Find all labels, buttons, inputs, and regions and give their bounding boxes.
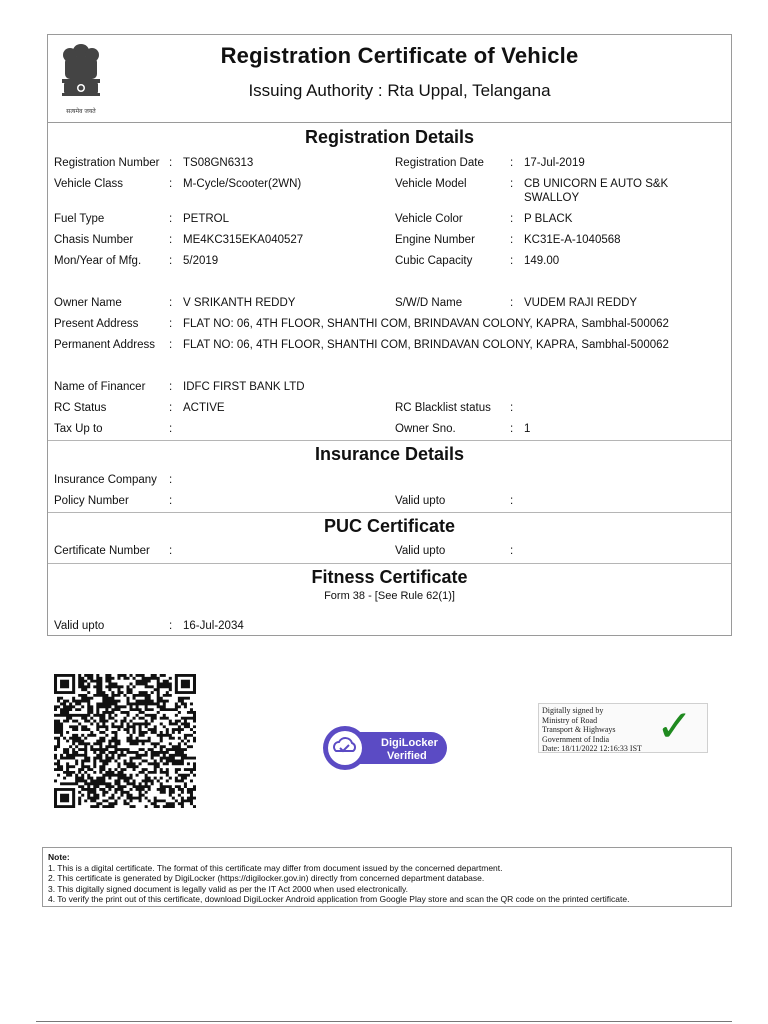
field-label: Vehicle Model [395, 178, 467, 190]
note-item: 1. This is a digital certificate. The format of this certificate may differ from document issued by the concerned department. [48, 862, 503, 873]
signature-date: Date: 18/11/2022 12:16:33 IST [542, 744, 642, 753]
permanent-address-value: FLAT NO: 06, 4TH FLOOR, SHANTHI COM, BRINDAVAN COLONY, KAPRA, Sambhal-500062 [183, 339, 669, 351]
signature-line: Government of India [542, 734, 610, 744]
note-title: Note: [48, 852, 70, 862]
registration-number-value: TS08GN6313 [183, 157, 254, 169]
digilocker-verified-badge [321, 724, 449, 772]
colon: : [169, 381, 173, 393]
financer-value: IDFC FIRST BANK LTD [183, 381, 305, 393]
field-label: Mon/Year of Mfg. [54, 255, 142, 267]
svg-text:सत्यमेव जयते: सत्यमेव जयते [66, 108, 96, 115]
signature-text [542, 706, 642, 754]
field-label: Owner Name [54, 297, 122, 309]
colon: : [169, 620, 173, 632]
signature-line: Ministry of Road [542, 715, 598, 725]
colon: : [169, 474, 173, 486]
fitness-valid-upto-value: 16-Jul-2034 [183, 620, 244, 632]
field-label: Fuel Type [54, 213, 105, 225]
field-label: Name of Financer [54, 381, 146, 393]
svg-text:Verified: Verified [387, 750, 427, 762]
field-label: RC Blacklist status [395, 402, 491, 414]
colon: : [510, 297, 514, 309]
colon: : [169, 178, 173, 190]
field-label: Valid upto [395, 495, 446, 507]
field-label: Certificate Number [54, 545, 150, 557]
present-address-value: FLAT NO: 06, 4TH FLOOR, SHANTHI COM, BRINDAVAN COLONY, KAPRA, Sambhal-500062 [183, 318, 669, 330]
vehicle-class-value: M-Cycle/Scooter(2WN) [183, 178, 302, 190]
colon: : [169, 234, 173, 246]
field-label: Registration Date [395, 157, 484, 169]
field-label: Cubic Capacity [395, 255, 473, 267]
qr-finder-pattern [175, 674, 196, 694]
field-label: Permanent Address [54, 339, 156, 351]
field-label: Valid upto [395, 545, 446, 557]
colon: : [510, 423, 514, 435]
field-label: Present Address [54, 318, 139, 330]
rc-status-value: ACTIVE [183, 402, 225, 414]
note-item: 3. This digitally signed document is legally valid as per the IT Act 2000 when used electronically. [48, 883, 409, 894]
field-label: RC Status [54, 402, 107, 414]
colon: : [169, 213, 173, 225]
note-box [42, 847, 732, 907]
insurance-details-title: Insurance Details [314, 444, 465, 464]
field-label: Tax Up to [54, 423, 103, 435]
colon: : [169, 545, 173, 557]
colon: : [510, 234, 514, 246]
fitness-form-note: Form 38 - [See Rule 62(1)] [324, 590, 455, 602]
colon: : [169, 339, 173, 351]
colon: : [169, 402, 173, 414]
fitness-certificate-title: Fitness Certificate [311, 567, 468, 587]
vehicle-model-value: CB UNICORN E AUTO S&K SWALLOY [524, 178, 669, 204]
owner-sno-value: 1 [524, 423, 531, 435]
colon: : [510, 157, 514, 169]
puc-certificate-title: PUC Certificate [323, 516, 456, 536]
chasis-number-value: ME4KC315EKA040527 [183, 234, 304, 246]
section-divider [48, 563, 731, 564]
vehicle-color-value: P BLACK [524, 213, 573, 225]
note-item: 4. To verify the print out of this certificate, download DigiLocker Android application from Google Play store and scan the QR code on the printed certificate. [48, 894, 630, 905]
field-label: Registration Number [54, 157, 160, 169]
colon: : [169, 423, 173, 435]
field-label: Insurance Company [54, 474, 157, 486]
colon: : [510, 255, 514, 267]
registration-date-value: 17-Jul-2019 [524, 157, 585, 169]
colon: : [169, 318, 173, 330]
certificate-title: Registration Certificate of Vehicle [220, 43, 579, 68]
mfg-value: 5/2019 [183, 255, 219, 267]
colon: : [169, 255, 173, 267]
check-icon: ✓ [656, 701, 693, 752]
registration-details-title: Registration Details [304, 127, 475, 147]
section-divider [48, 440, 731, 441]
field-label: Owner Sno. [395, 423, 456, 435]
digital-signature-block [538, 703, 708, 753]
colon: : [510, 178, 514, 190]
field-label: S/W/D Name [395, 297, 463, 309]
svg-text:DigiLocker: DigiLocker [381, 737, 438, 749]
field-label: Engine Number [395, 234, 475, 246]
colon: : [169, 157, 173, 169]
field-label: Chasis Number [54, 234, 134, 246]
owner-name-value: V SRIKANTH REDDY [183, 297, 296, 309]
section-divider [48, 512, 731, 513]
field-label: Vehicle Color [395, 213, 463, 225]
signature-line: Digitally signed by [542, 706, 604, 715]
cubic-capacity-value: 149.00 [524, 255, 560, 267]
signature-line: Transport & Highways [542, 725, 616, 734]
certificate-frame [47, 34, 732, 636]
qr-finder-pattern [54, 788, 75, 808]
issuing-authority: Issuing Authority : Rta Uppal, Telangana [248, 81, 551, 100]
footer-rule [36, 1021, 732, 1022]
fuel-type-value: PETROL [183, 213, 230, 225]
certificate-header [48, 35, 731, 123]
colon: : [510, 213, 514, 225]
swd-name-value: VUDEM RAJI REDDY [524, 297, 638, 309]
colon: : [169, 495, 173, 507]
qr-code[interactable] [54, 674, 196, 808]
note-item: 2. This certificate is generated by DigiLocker (https://digilocker.gov.in) directly from concerned department database. [48, 873, 485, 884]
engine-number-value: KC31E-A-1040568 [524, 234, 621, 246]
field-label: Vehicle Class [54, 178, 124, 190]
colon: : [510, 545, 514, 557]
field-label: Valid upto [54, 620, 105, 632]
field-label: Policy Number [54, 495, 129, 507]
qr-finder-pattern [54, 674, 75, 694]
colon: : [510, 402, 514, 414]
colon: : [510, 495, 514, 507]
colon: : [169, 297, 173, 309]
